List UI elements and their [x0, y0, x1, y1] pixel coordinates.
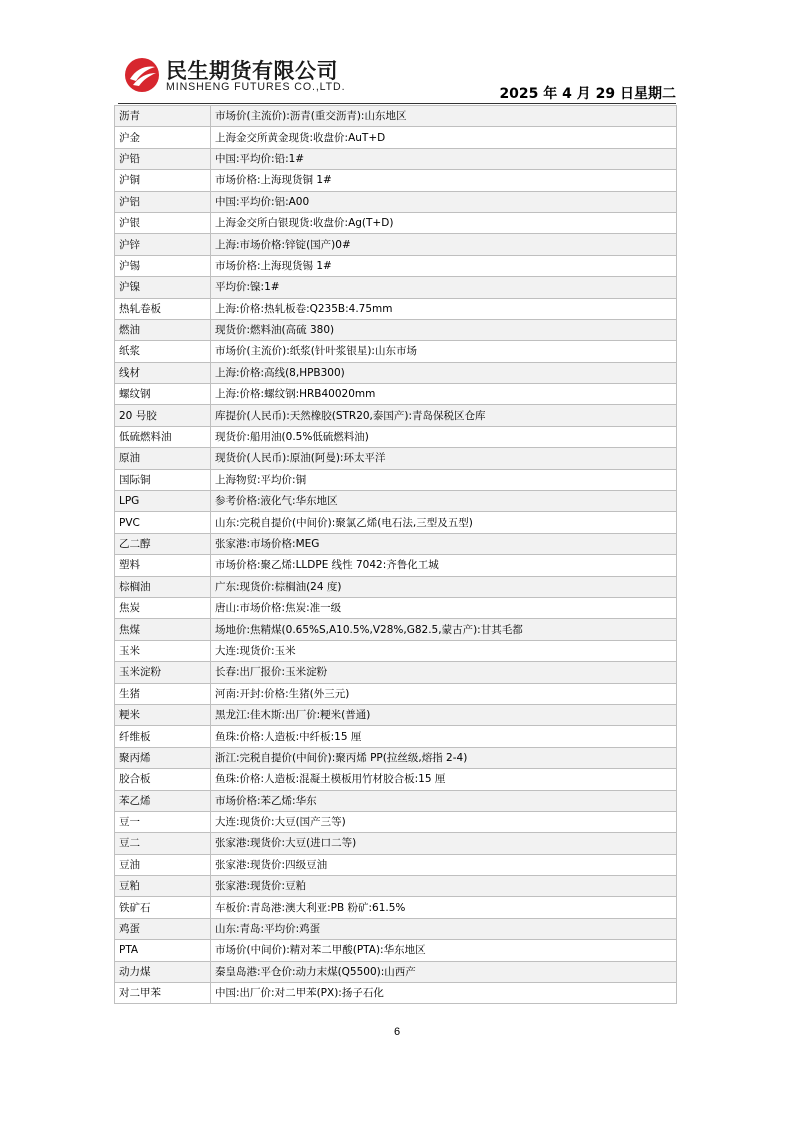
table-row — [115, 854, 677, 875]
table-row — [115, 704, 677, 725]
commodity-name: 乙二醇 — [115, 533, 211, 554]
commodity-name: LPG — [115, 491, 211, 512]
commodity-name: 动力煤 — [115, 961, 211, 982]
price-source: 市场价格:聚乙烯:LLDPE 线性 7042:齐鲁化工城 — [211, 555, 677, 576]
price-source: 鱼珠:价格:人造板:混凝土模板用竹材胶合板:15 厘 — [211, 769, 677, 790]
table-row — [115, 319, 677, 340]
table-row — [115, 448, 677, 469]
table-row — [115, 726, 677, 747]
commodity-name: 纸浆 — [115, 341, 211, 362]
table-row — [115, 148, 677, 169]
commodity-name: 热轧卷板 — [115, 298, 211, 319]
price-source: 现货价(人民币):原油(阿曼):环太平洋 — [211, 448, 677, 469]
commodity-name: 棕榈油 — [115, 576, 211, 597]
header-divider — [118, 103, 676, 104]
commodity-name: 苯乙烯 — [115, 790, 211, 811]
price-source: 浙江:完税自提价(中间价):聚丙烯 PP(拉丝级,熔指 2-4) — [211, 747, 677, 768]
price-source: 市场价(主流价):沥青(重交沥青):山东地区 — [211, 106, 677, 127]
table-row — [115, 384, 677, 405]
price-source: 广东:现货价:棕榈油(24 度) — [211, 576, 677, 597]
commodity-name: 纤维板 — [115, 726, 211, 747]
table-row — [115, 298, 677, 319]
price-source: 场地价:焦精煤(0.65%S,A10.5%,V28%,G82.5,蒙古产):甘其毛都 — [211, 619, 677, 640]
price-source: 中国:平均价:铝:A00 — [211, 191, 677, 212]
table-row — [115, 106, 677, 127]
table-row — [115, 341, 677, 362]
commodity-name: 豆油 — [115, 854, 211, 875]
table-row — [115, 491, 677, 512]
table-row — [115, 597, 677, 618]
commodity-name: 沪铅 — [115, 148, 211, 169]
table-row — [115, 426, 677, 447]
page-header — [118, 52, 676, 104]
commodity-name: 低硫燃料油 — [115, 426, 211, 447]
commodity-name: 国际铜 — [115, 469, 211, 490]
price-source: 上海:价格:螺纹钢:HRB40020mm — [211, 384, 677, 405]
price-source: 黑龙江:佳木斯:出厂价:粳米(普通) — [211, 704, 677, 725]
price-source: 上海:市场价格:锌锭(国产)0# — [211, 234, 677, 255]
commodity-name: 沪铜 — [115, 170, 211, 191]
commodity-name: 豆二 — [115, 833, 211, 854]
table-row — [115, 127, 677, 148]
price-source: 河南:开封:价格:生猪(外三元) — [211, 683, 677, 704]
price-source: 中国:出厂价:对二甲苯(PX):扬子石化 — [211, 983, 677, 1004]
table-row — [115, 961, 677, 982]
logo-english-name: MINSHENG FUTURES CO.,LTD. — [166, 81, 346, 93]
price-source: 张家港:现货价:豆粕 — [211, 876, 677, 897]
commodity-name: 20 号胶 — [115, 405, 211, 426]
price-source: 市场价格:苯乙烯:华东 — [211, 790, 677, 811]
price-source: 鱼珠:价格:人造板:中纤板:15 厘 — [211, 726, 677, 747]
table-row — [115, 405, 677, 426]
commodity-name: 原油 — [115, 448, 211, 469]
commodity-name: 沪镍 — [115, 277, 211, 298]
price-source: 张家港:现货价:大豆(进口二等) — [211, 833, 677, 854]
price-source-table — [114, 105, 677, 1004]
price-source: 平均价:镍:1# — [211, 277, 677, 298]
table-row — [115, 277, 677, 298]
commodity-name: PVC — [115, 512, 211, 533]
table-row — [115, 940, 677, 961]
commodity-name: 线材 — [115, 362, 211, 383]
page-number: 6 — [393, 1026, 401, 1038]
company-logo — [118, 52, 378, 102]
price-source: 库提价(人民币):天然橡胶(STR20,泰国产):青岛保税区仓库 — [211, 405, 677, 426]
price-source: 上海物贸:平均价:铜 — [211, 469, 677, 490]
table-row — [115, 512, 677, 533]
price-source: 长春:出厂报价:玉米淀粉 — [211, 662, 677, 683]
price-source: 中国:平均价:铅:1# — [211, 148, 677, 169]
table-row — [115, 747, 677, 768]
commodity-name: 沪银 — [115, 212, 211, 233]
table-row — [115, 576, 677, 597]
table-row — [115, 897, 677, 918]
commodity-name: 对二甲苯 — [115, 983, 211, 1004]
price-source: 市场价格:上海现货锡 1# — [211, 255, 677, 276]
commodity-name: 聚丙烯 — [115, 747, 211, 768]
price-source: 上海金交所黄金现货:收盘价:AuT+D — [211, 127, 677, 148]
price-source: 上海:价格:高线(8,HPB300) — [211, 362, 677, 383]
commodity-name: 玉米 — [115, 640, 211, 661]
table-row — [115, 362, 677, 383]
price-source: 现货价:燃料油(高硫 380) — [211, 319, 677, 340]
table-row — [115, 983, 677, 1004]
commodity-name: PTA — [115, 940, 211, 961]
commodity-name: 沪锡 — [115, 255, 211, 276]
logo-chinese-name: 民生期货有限公司 — [166, 59, 338, 83]
price-source: 市场价(主流价):纸浆(针叶浆银星):山东市场 — [211, 341, 677, 362]
table-row — [115, 833, 677, 854]
price-source: 上海金交所白银现货:收盘价:Ag(T+D) — [211, 212, 677, 233]
price-source: 山东:完税自提价(中间价):聚氯乙烯(电石法,三型及五型) — [211, 512, 677, 533]
table-row — [115, 234, 677, 255]
price-source: 参考价格:液化气:华东地区 — [211, 491, 677, 512]
table-row — [115, 191, 677, 212]
table-row — [115, 683, 677, 704]
table-row — [115, 469, 677, 490]
price-source: 大连:现货价:玉米 — [211, 640, 677, 661]
table-row — [115, 876, 677, 897]
table-row — [115, 790, 677, 811]
commodity-name: 螺纹钢 — [115, 384, 211, 405]
table-row — [115, 255, 677, 276]
report-date: 2025 年 4 月 29 日星期二 — [499, 86, 676, 102]
minsheng-logo-icon — [124, 57, 160, 93]
commodity-name: 豆一 — [115, 811, 211, 832]
table-row — [115, 533, 677, 554]
table-row — [115, 811, 677, 832]
price-source: 现货价:船用油(0.5%低硫燃料油) — [211, 426, 677, 447]
commodity-name: 塑料 — [115, 555, 211, 576]
commodity-name: 生猪 — [115, 683, 211, 704]
commodity-name: 沪锌 — [115, 234, 211, 255]
price-source: 秦皇岛港:平仓价:动力末煤(Q5500):山西产 — [211, 961, 677, 982]
commodity-name: 燃油 — [115, 319, 211, 340]
price-source: 张家港:现货价:四级豆油 — [211, 854, 677, 875]
price-source: 唐山:市场价格:焦炭:准一级 — [211, 597, 677, 618]
commodity-name: 沪铝 — [115, 191, 211, 212]
commodity-name: 豆粕 — [115, 876, 211, 897]
table-row — [115, 170, 677, 191]
price-source: 山东:青岛:平均价:鸡蛋 — [211, 918, 677, 939]
table-row — [115, 640, 677, 661]
price-source: 上海:价格:热轧板卷:Q235B:4.75mm — [211, 298, 677, 319]
commodity-name: 沪金 — [115, 127, 211, 148]
price-source: 张家港:市场价格:MEG — [211, 533, 677, 554]
commodity-name: 沥青 — [115, 106, 211, 127]
table-row — [115, 769, 677, 790]
commodity-name: 胶合板 — [115, 769, 211, 790]
price-source: 市场价格:上海现货铜 1# — [211, 170, 677, 191]
table-row — [115, 212, 677, 233]
commodity-name: 铁矿石 — [115, 897, 211, 918]
table-row — [115, 555, 677, 576]
table-row — [115, 662, 677, 683]
price-source: 市场价(中间价):精对苯二甲酸(PTA):华东地区 — [211, 940, 677, 961]
commodity-name: 粳米 — [115, 704, 211, 725]
table-row — [115, 918, 677, 939]
commodity-name: 焦煤 — [115, 619, 211, 640]
commodity-name: 焦炭 — [115, 597, 211, 618]
commodity-name: 玉米淀粉 — [115, 662, 211, 683]
price-source: 车板价:青岛港:澳大利亚:PB 粉矿:61.5% — [211, 897, 677, 918]
table-body — [115, 106, 677, 1004]
table-row — [115, 619, 677, 640]
price-source: 大连:现货价:大豆(国产三等) — [211, 811, 677, 832]
commodity-name: 鸡蛋 — [115, 918, 211, 939]
